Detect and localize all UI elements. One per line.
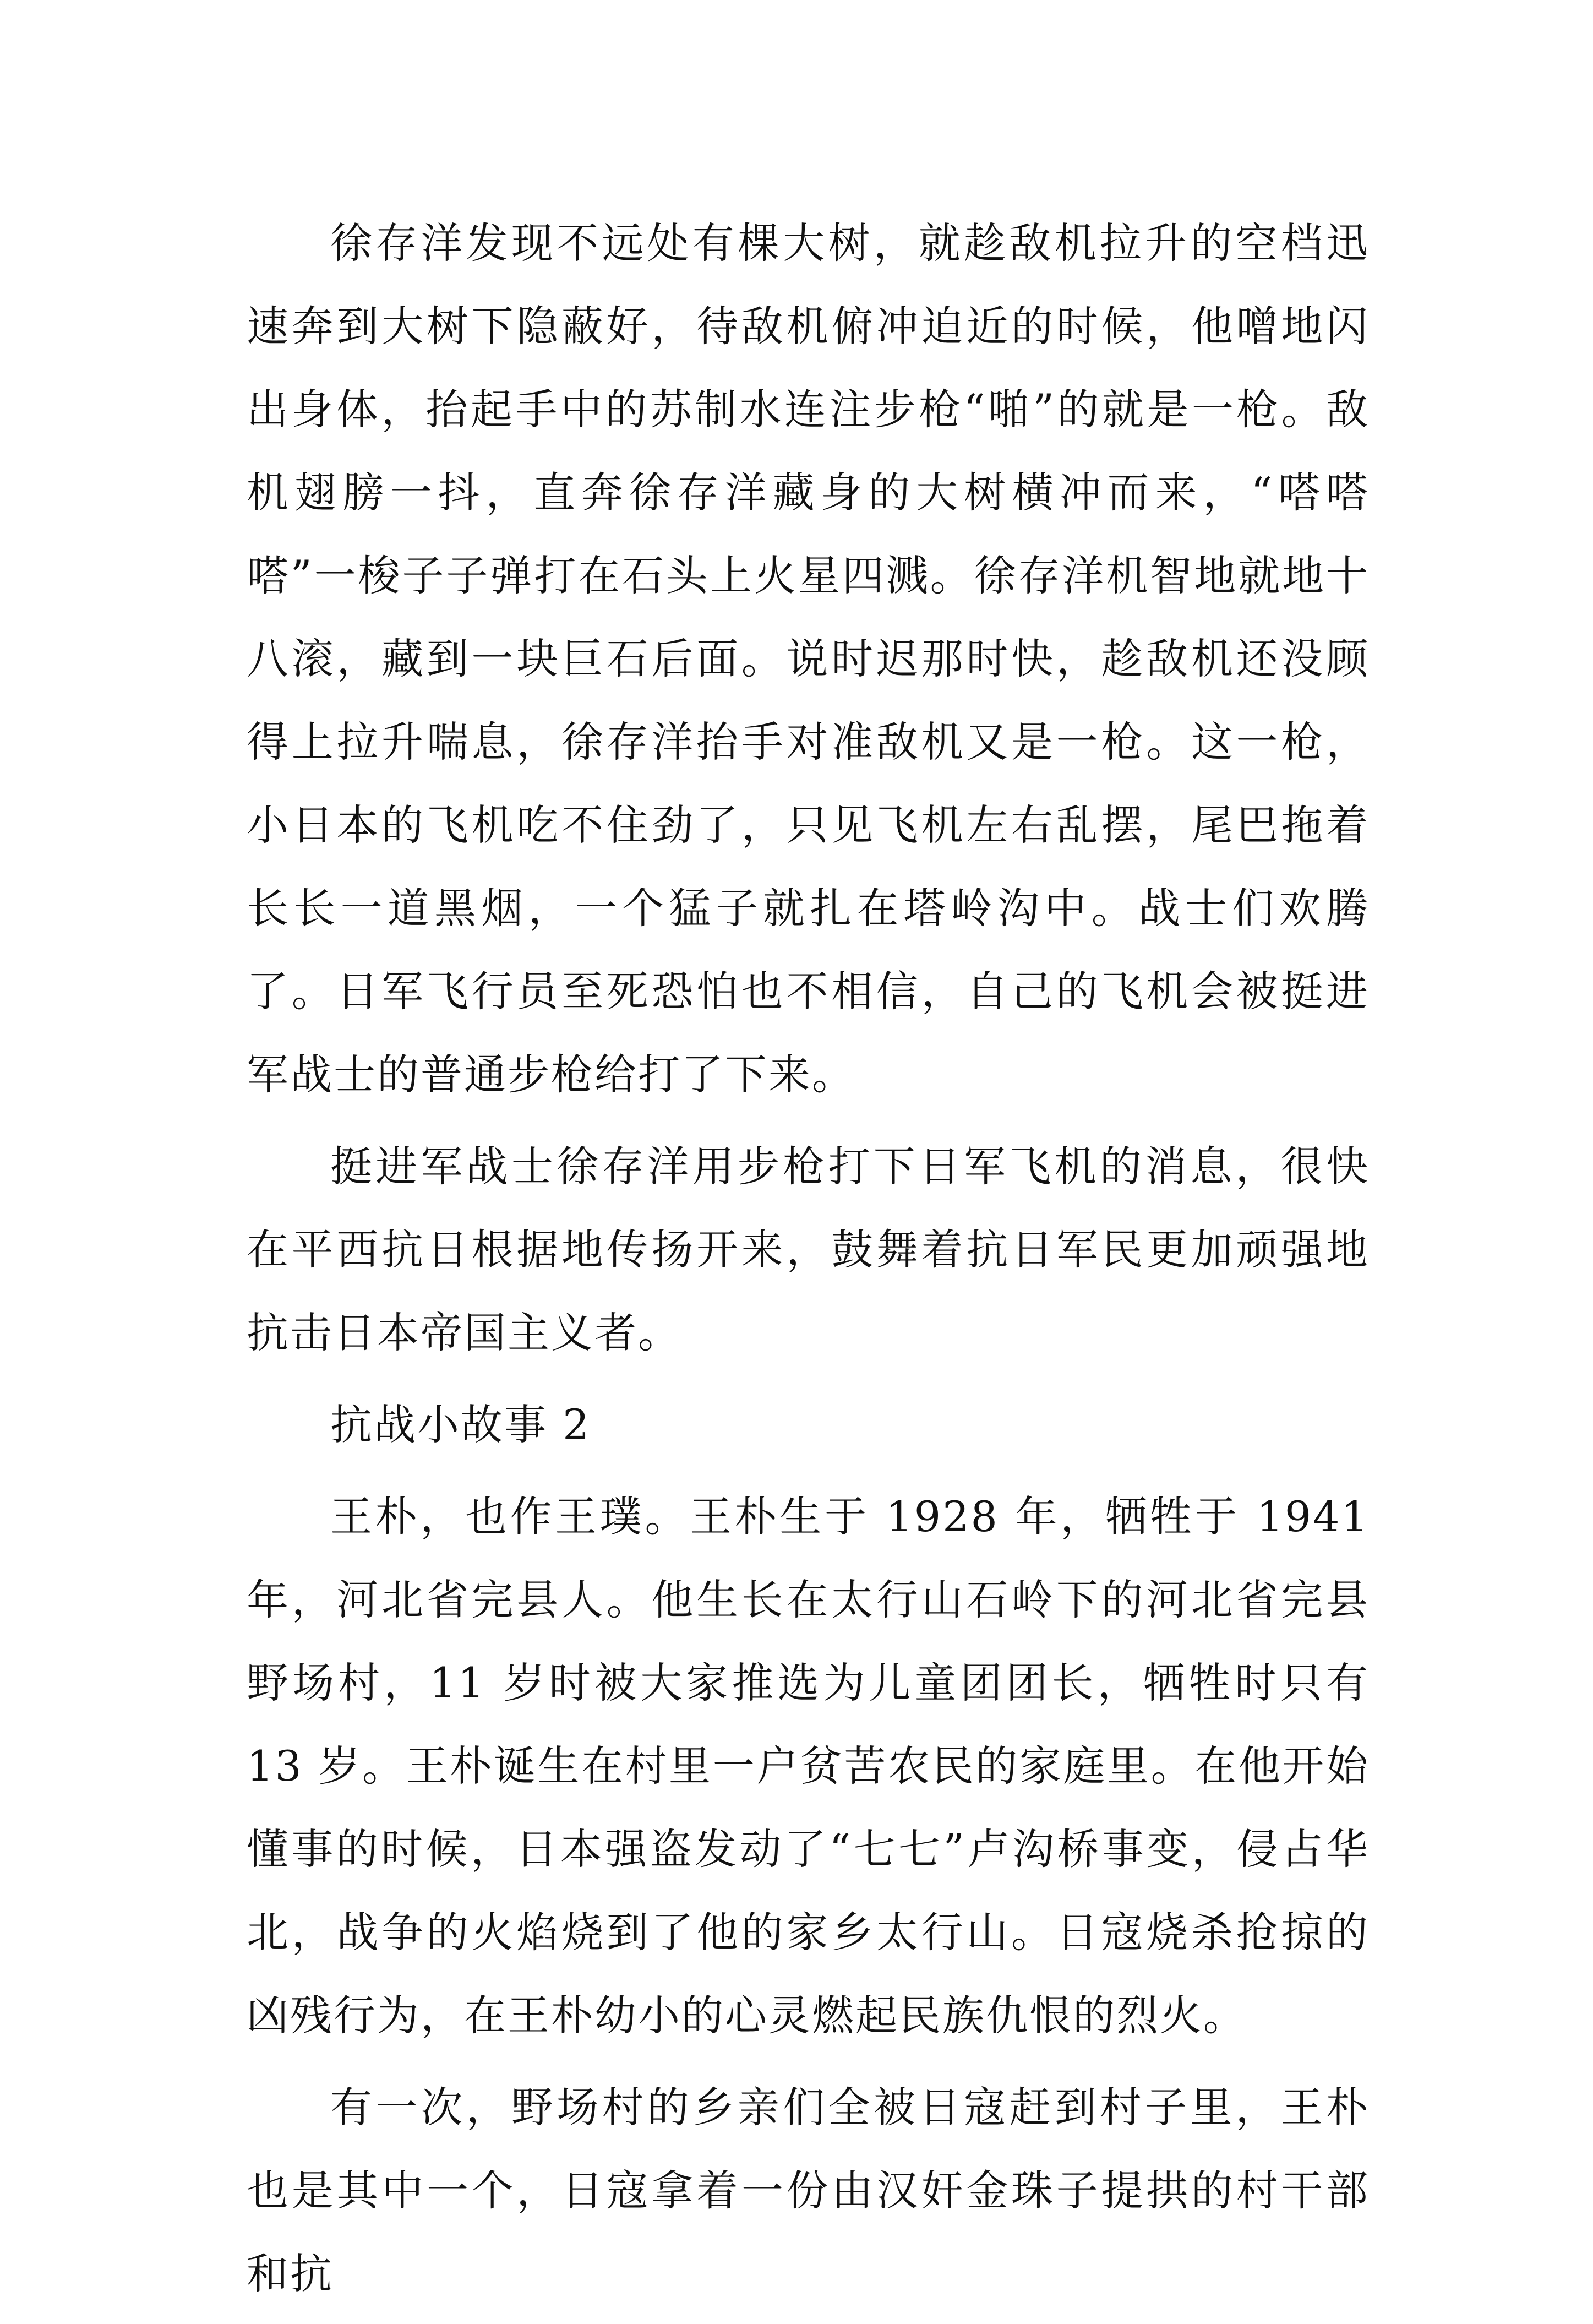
paragraph: 徐存洋发现不远处有棵大树，就趁敌机拉升的空档迅速奔到大树下隐蔽好，待敌机俯冲迫近的时候，他噌地闪出身体，抬起手中的苏制水连注步枪“啪”的就是一枪。敌机翅膀一抖，直奔徐存洋藏身的大树横冲而来，“嗒嗒嗒”一梭子子弹打在石头上火星四溅。徐存洋机智地就地十八滚，藏到一块巨石后面。说时迟那时快，趁敌机还没顾得上拉升喘息，徐存洋抬手对准敌机又是一枪。这一枪，小日本的飞机吃不住劲了，只见飞机左右乱摆，尾巴拖着长长一道黑烟，一个猛子就扎在塔岭沟中。战士们欢腾了。日军飞行员至死恐怕也不相信，自己的飞机会被挺进军战士的普通步枪给打了下来。	[247, 219, 1370, 1099]
document-body	[247, 202, 1370, 2324]
paragraph: 王朴，也作王璞。王朴生于 1928 年，牺牲于 1941 年，河北省完县人。他生长在太行山石岭下的河北省完县野场村，11 岁时被大家推选为儿童团团长，牺牲时只有 13 岁。王朴诞生在村里一户贫苦农民的家庭里。在他开始懂事的时候，日本强盗发动了“七七”卢沟桥事变，侵占华北，战争的火焰烧到了他的家乡太行山。日寇烧杀抢掠的凶残行为，在王朴幼小的心灵燃起民族仇恨的烈火。	[247, 1492, 1370, 2040]
paragraph: 挺进军战士徐存洋用步枪打下日军飞机的消息，很快在平西抗日根据地传扬开来，鼓舞着抗日军民更加顽强地抗击日本帝国主义者。	[247, 1142, 1370, 1357]
paragraph: 有一次，野场村的乡亲们全被日寇赶到村子里，王朴也是其中一个，日寇拿着一份由汉奸金珠子提拱的村干部和抗	[247, 2083, 1370, 2298]
section-heading: 抗战小故事 2	[330, 1400, 591, 1449]
